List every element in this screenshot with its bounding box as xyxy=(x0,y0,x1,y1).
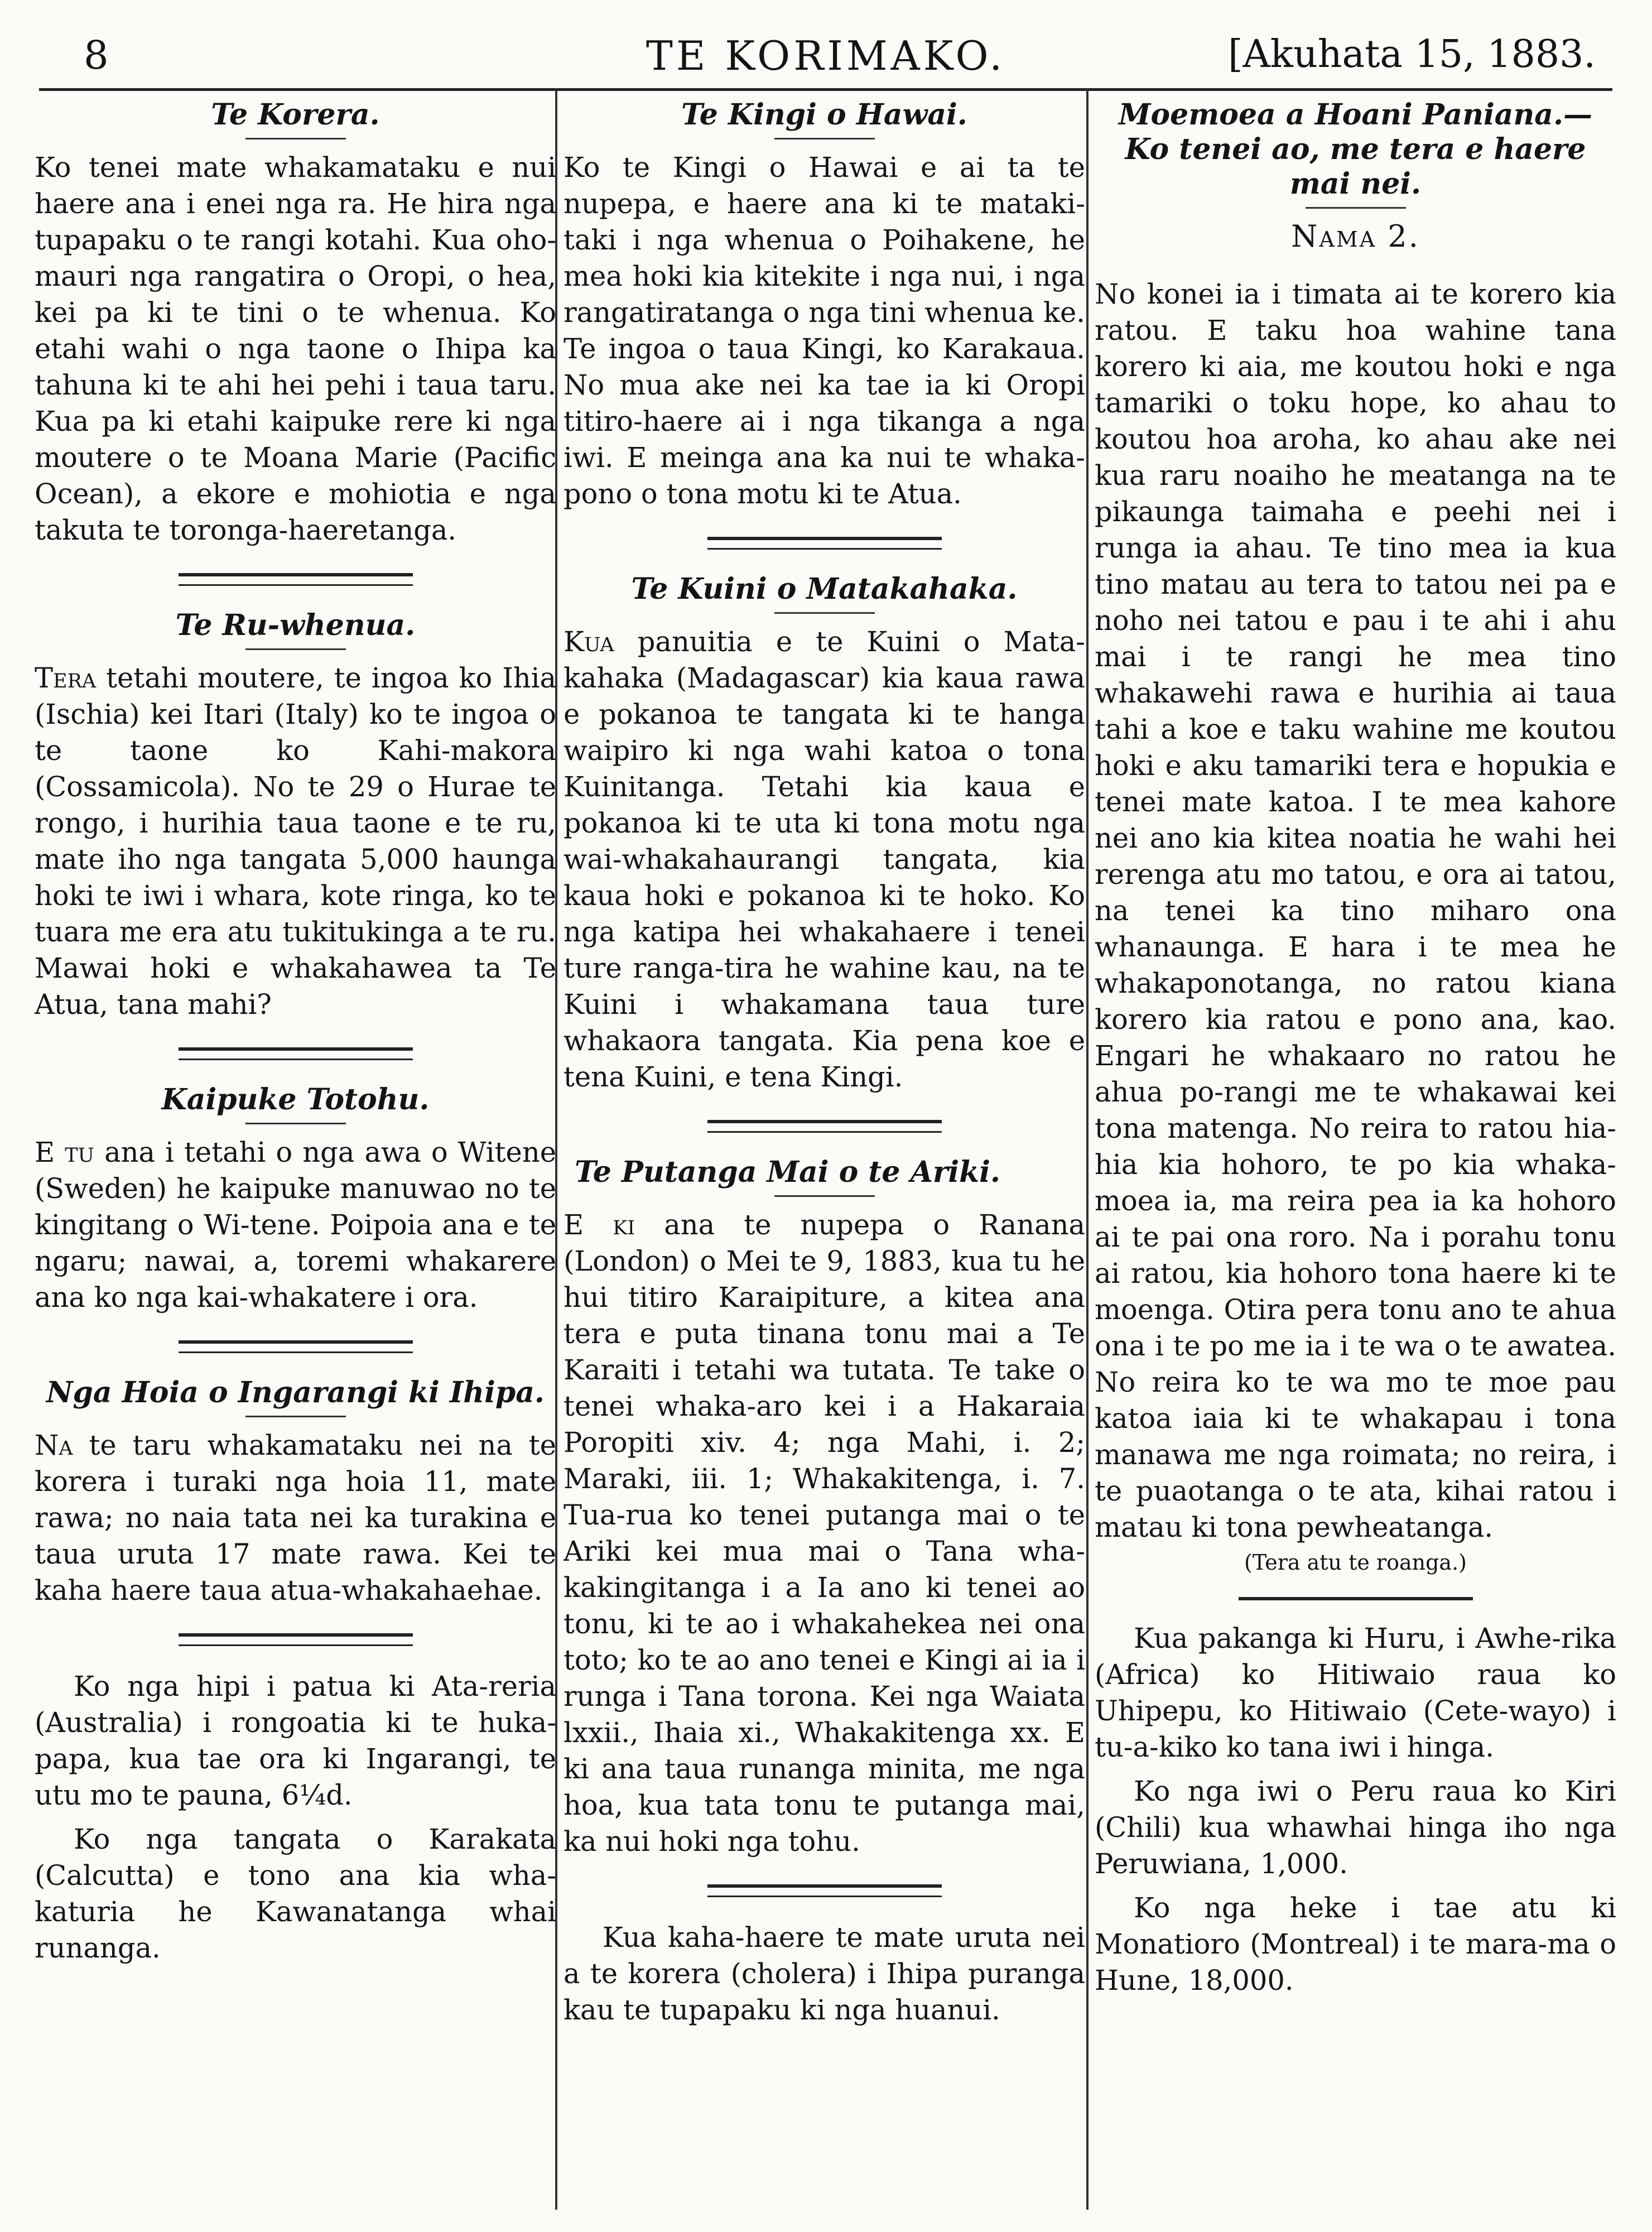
article-te-kingi-o-hawai xyxy=(563,98,1085,512)
column-2 xyxy=(563,98,1085,2210)
section-divider xyxy=(179,1633,413,1646)
heading-rule xyxy=(245,648,346,650)
heading-rule xyxy=(774,612,875,614)
news-briefs xyxy=(35,1668,556,1966)
article-body xyxy=(563,1207,1085,1860)
heading-rule xyxy=(774,1195,875,1197)
article-te-korera xyxy=(35,98,556,549)
issue-date: [Akuhata 15, 1883. xyxy=(1228,32,1596,76)
section-divider xyxy=(707,1120,942,1133)
news-briefs xyxy=(1095,1620,1616,1999)
chapter-number: Nama 2. xyxy=(1291,219,1420,254)
heading-rule xyxy=(1306,207,1406,209)
heading-rule xyxy=(245,138,346,140)
lead-word: Tera xyxy=(35,662,97,694)
section-divider xyxy=(1239,1597,1473,1600)
article-body: No konei ia i timata ai te korero kia ratou. E taku hoa wahine tana korero ki aia, me koutou hoki e nga tamariki o toku hope, ko ahau to koutou hoa aroha, ko ahau ake nei kua raru noaiho he meatanga na te pikaunga taimaha e peehi nei i runga ia ahau. Te tino mea ia kua tino matau au tera to tatou nei pa e noho nei tatou e pau i te ahi i ahu mai i te rangi he mea tino whakawehi rawa e hurihia ai taua tahi a koe e taku wahine me koutou hoki e aku tamariki tera e hopukia e tenei mate katoa. I te mea kahore nei ano kia kitea noatia he wahi hei rerenga atu mo tatou, e ora ai tatou, na tenei ka tino miharo ona whanaunga. E hara i te mea he whakaponotanga, no ratou kiana korero kia ratou e pono ana, kao. Engari he whakaaro no ratou he ahua po-rangi me te whakawai kei tona matenga. No reira to ratou hia-hia kia hohoro, te po kia whaka-moea ia, ma reira pea ia ka hohoro ai te pai ona roro. Na i porahu tonu ai ratou, kia hohoro tona haere ki te moenga. Otira pera tonu ano te ahua ona i te po me ia i te wa o te awatea. No reira ko te wa mo te moe pau katoa iaia ki te whakapau i tona manawa me nga roimata; no reira, i te puaotanga o te ata, kihai ratou i matau ki tona pewheatanga. xyxy=(1095,278,1616,1543)
article-moemoea xyxy=(1095,98,1616,1575)
section-divider xyxy=(179,573,413,586)
section-divider xyxy=(179,1340,413,1353)
lead-word: Kua xyxy=(563,626,614,658)
brief-paragraph: Ko nga hipi i patua ki Ata-reria (Australia) i rongoatia ki te huka-papa, kua tae ora ki Ingarangi, te utu mo te pauna, 6¼d. xyxy=(35,1670,556,1811)
article-heading: Te Putanga Mai o te Ariki. xyxy=(575,1155,1000,1189)
article-body: Ko tenei mate whakamataku e nui haere ana i enei nga ra. He hira nga tupapaku o te rangi kotahi. Kua oho-mauri nga rangatira o Oropi, o hea, kei pa ki te tini o te whenua. Ko etahi wahi o nga taone o Ihipa ka tahuna ki te ahi hei pehi i taua taru. Kua pa ki etahi kaipuke rere ki nga moutere o te Moana Marie (Pacific Ocean), a ekore e mohiotia e nga takuta te toronga-haeretanga. xyxy=(35,151,556,546)
heading-rule xyxy=(245,1416,346,1417)
column-divider-2 xyxy=(1086,89,1089,2210)
brief-paragraph: Ko nga heke i tae atu ki Monatioro (Montreal) i te mara-ma o Hune, 18,000. xyxy=(1095,1892,1616,1997)
article-heading: Te Kuini o Matakahaka. xyxy=(631,572,1018,606)
article-heading: Moemoea a Hoani Paniana.— Ko tenei ao, me tera e haere mai nei. xyxy=(1118,98,1593,201)
newspaper-title: TE KORIMAKO. xyxy=(646,32,1006,79)
news-brief-cholera xyxy=(563,1920,1085,2028)
page-number: 8 xyxy=(84,32,109,78)
article-body xyxy=(35,1427,556,1609)
brief-paragraph: Ko nga tangata o Karakata (Calcutta) e tono ana kia wha-katuria he Kawanatanga whai runanga. xyxy=(35,1823,556,1964)
to-be-continued-note: (Tera atu te roanga.) xyxy=(1244,1550,1467,1575)
body-text: ana te nupepa o Ranana (London) o Mei te 9, 1883, kua tu he hui titiro Karaipiture, a kitea ana tera e puta tinana tonu mai a Te Karaiti i tetahi wa tutata. Te take o tenei whaka-aro kei i a Hakaraia Poropiti xiv. 4; nga Mahi, i. 2; Maraki, iii. 1; Whakakitenga, i. 7. Tua-rua ko tenei putanga mai o te Ariki kei mua mai o Tana wha-kakingitanga i a Ia ano ki tenei ao tonu, ki te ao i whakahekea nei ona toto; ko te ao ano tenei e Kingi ai ia i runga i Tana torona. Kei nga Waiata lxxii., Ihaia xi., Whakakitenga xx. E ki ana taua runanga minita, me nga hoa, kua tata tonu te putanga mai, ka nui hoki nga tohu. xyxy=(563,1209,1085,1858)
article-nga-hoia xyxy=(35,1375,556,1609)
section-divider xyxy=(707,1884,942,1897)
article-kaipuke-totohu xyxy=(35,1083,556,1316)
heading-rule xyxy=(774,138,875,140)
article-heading: Te Ru-whenua. xyxy=(175,608,416,642)
article-te-kuini xyxy=(563,572,1085,1095)
article-te-ru-whenua xyxy=(35,608,556,1023)
lead-word: E ki xyxy=(563,1209,635,1241)
body-text: panuitia e te Kuini o Mata-kahaka (Madagascar) kia kaua rawa e pokanoa te tangata ki te hanga waipiro ki nga wahi katoa o tona Kuinitanga. Tetahi kia kaua e pokanoa ki te uta ki tona motu nga wai-whakahaurangi tangata, kia kaua hoki e pokanoa ki te hoko. Ko nga katipa hei whakahaere i tenei ture ranga-tira he wahine kau, na te Kuini i whakamana taua ture whakaora tangata. Kia pena koe e tena Kuini, e tena Kingi. xyxy=(563,626,1085,1093)
article-te-putanga-mai xyxy=(563,1155,1085,1860)
article-heading: Nga Hoia o Ingarangi ki Ihipa. xyxy=(46,1375,545,1410)
body-text: te taru whakamataku nei na te korera i turaki nga hoia 11, mate rawa; no naia tata nei ka turakina e taua uruta 17 mate rawa. Kei te kaha haere taua atua-whakahaehae. xyxy=(35,1429,556,1606)
article-body xyxy=(35,1134,556,1316)
article-body xyxy=(35,660,556,1023)
column-3 xyxy=(1095,98,1616,2210)
column-1 xyxy=(35,98,556,2210)
brief-paragraph: Ko nga iwi o Peru raua ko Kiri (Chili) kua whawhai hinga iho nga Peruwiana, 1,000. xyxy=(1095,1775,1616,1880)
article-body: Ko te Kingi o Hawai e ai ta te nupepa, e haere ana ki te mataki-taki i nga whenua o Poihakene, he mea hoki kia kitekite i nga nui, i nga rangatiratanga o nga tini whenua ke. Te ingoa o taua Kingi, ko Karakaua. No mua ake nei ka tae ia ki Oropi titiro-haere ai i nga tikanga a nga iwi. E meinga ana ka nui te whaka-pono o tona motu ki te Atua. xyxy=(563,151,1085,510)
section-divider xyxy=(707,537,942,550)
page-header xyxy=(39,27,1612,91)
body-text: tetahi moutere, te ingoa ko Ihia (Ischia) kei Itari (Italy) ko te ingoa o te taone ko Kahi-makora (Cossamicola). No te 29 o Hurae te rongo, i hurihia taua taone e te ru, mate iho nga tangata 5,000 haunga hoki te iwi i whara, kote ringa, ko te tuara me era atu tukitukinga a te ru. Mawai hoki e whakahawea ta Te Atua, tana mahi? xyxy=(35,662,556,1021)
brief-paragraph: Kua pakanga ki Huru, i Awhe-rika (Africa) ko Hitiwaio raua ko Uhipepu, ko Hitiwaio (Cete-wayo) i tu-a-kiko ko tana iwi i hinga. xyxy=(1095,1622,1616,1763)
heading-rule xyxy=(245,1123,346,1124)
body-text: ana i tetahi o nga awa o Witene (Sweden) he kaipuke manuwao no te kingitang o Wi-tene. Poipoia ana e te ngaru; nawai, a, toremi whakarere ana ko nga kai-whakatere i ora. xyxy=(35,1136,556,1314)
article-body xyxy=(563,624,1085,1095)
lead-word: Na xyxy=(35,1429,73,1461)
article-heading: Te Korera. xyxy=(211,98,380,132)
section-divider xyxy=(179,1047,413,1060)
lead-word: E tu xyxy=(35,1136,95,1168)
article-heading: Te Kingi o Hawai. xyxy=(681,98,967,132)
article-heading: Kaipuke Totohu. xyxy=(161,1083,430,1117)
brief-paragraph: Kua kaha-haere te mate uruta nei a te korera (cholera) i Ihipa puranga kau te tupapaku ki nga huanui. xyxy=(563,1921,1085,2026)
